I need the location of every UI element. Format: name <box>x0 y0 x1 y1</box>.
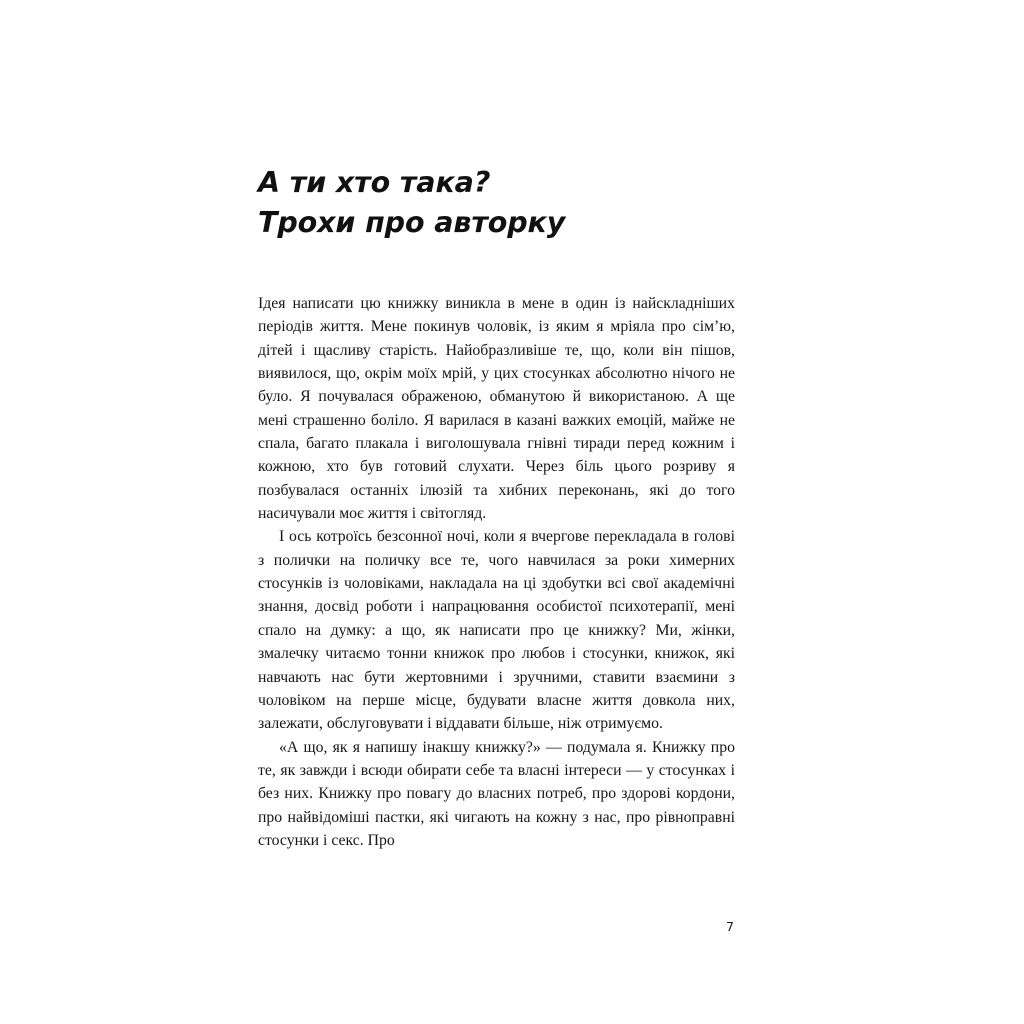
body-text-block <box>258 292 735 852</box>
chapter-title-line-1: А ти хто така? <box>258 166 491 199</box>
chapter-title <box>258 163 758 243</box>
page-number: 7 <box>726 919 734 934</box>
paragraph-1: Ідея написати цю книжку виникла в мене в один із найскладніших періодів життя. Мене покинув чоловік, із яким я мріяла про сім’ю, дітей і щасливу старість. Найобразливіше те, що, коли він пішов, виявилося, що, окрім моїх мрій, у цих стосунках абсолютно нічого не було. Я почувалася ображеною, обманутою й використаною. А ще мені страшенно боліло. Я варилася в казані важких емоцій, майже не спала, багато плакала і виголошувала гнівні тиради перед кожним і кожною, хто був готовий слухати. Через біль цього розриву я позбувалася останніх ілюзій та хибних переконань, які до того насичували моє життя і світогляд. <box>258 295 735 523</box>
paragraph-2: І ось котроїсь безсонної ночі, коли я вчергове перекладала в голові з полички на поличку все те, чого навчилася за роки химерних стосунків із чоловіками, накладала на ці здобутки всі свої академічні знання, досвід роботи і напрацювання особистої психотерапії, мені спало на думку: а що, як написати про це книжку? Ми, жінки, змалечку читаємо тонни книжок про любов і стосунки, книжок, які навчають нас бути жертовними і зручними, ставити взаємини з чоловіком на перше місце, будувати власне життя довкола них, залежати, обслуговувати і віддавати більше, ніж отримуємо. <box>258 528 735 733</box>
chapter-title-line-2: Трохи про авторку <box>258 206 566 239</box>
paragraph-3: «А що, як я напишу інакшу книжку?» — подумала я. Книжку про те, як завжди і всюди обирати себе та власні інтереси — у стосунках і без них. Книжку про повагу до власних потреб, про здорові кордони, про найвідоміші пастки, які чигають на кожну з нас, про рівноправні стосунки і секс. Про <box>258 738 735 849</box>
